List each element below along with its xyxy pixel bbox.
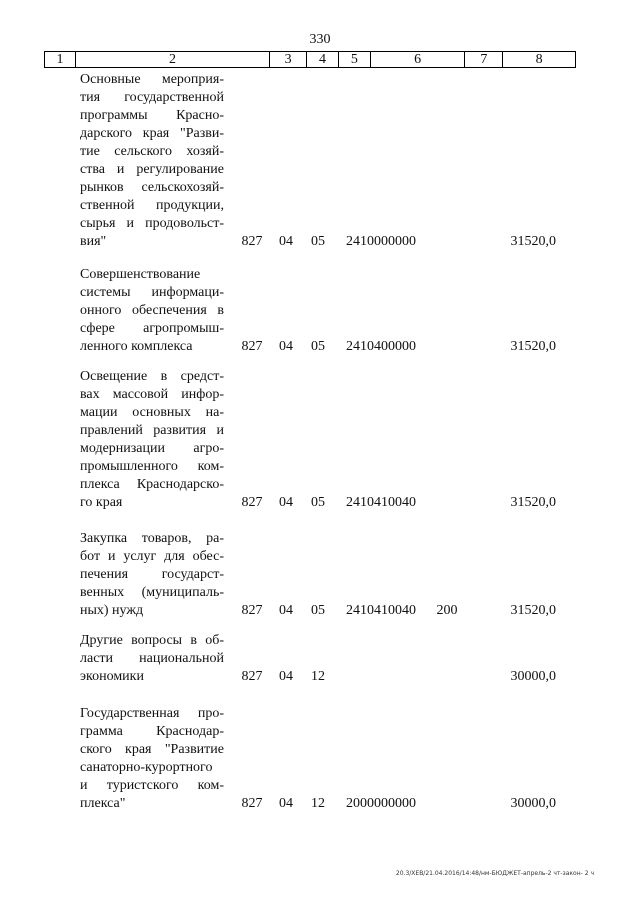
row-name-line: Основные мероприя- [80, 72, 224, 87]
cell-col-6: 2410410040 [346, 495, 416, 510]
row-name-line: правлений развития и [80, 423, 224, 438]
row-name-line: плекса Краснодарско- [80, 477, 224, 492]
row-name-line: венных (муниципаль- [80, 585, 224, 600]
row-name-line: Закупка товаров, ра- [80, 531, 224, 546]
cell-col-5: 12 [311, 669, 325, 684]
cell-col-4: 04 [279, 495, 293, 510]
row-name-line: грамма Краснодар- [80, 724, 224, 739]
footer-stamp: 20.3/ХЕВ/21.04.2016/14:48/нм-БЮДЖЕТ-апрель-2 чт-закон- 2 ч [395, 870, 594, 877]
row-name-line: Совершенствование [80, 267, 201, 282]
row-name-line: ных) нужд [80, 603, 144, 618]
cell-col-6: 2000000000 [346, 796, 416, 811]
header-col-3: 3 [270, 52, 307, 67]
cell-col-5: 05 [311, 603, 325, 618]
row-name-line: модернизации агро- [80, 441, 224, 456]
table-header [44, 51, 576, 68]
row-name-line: промышленного ком- [80, 459, 224, 474]
cell-col-3: 827 [241, 603, 263, 618]
row-name-line: Другие вопросы в об- [80, 633, 224, 648]
row-name-line: вия" [80, 234, 107, 249]
cell-col-4: 04 [279, 796, 293, 811]
cell-col-3: 827 [241, 339, 263, 354]
row-name-line: и туристского ком- [80, 778, 224, 793]
row-name-line: тие сельского хозяй- [80, 144, 224, 159]
cell-col-8: 31520,0 [510, 339, 556, 354]
row-name-line: сфере агропромыш- [80, 321, 224, 336]
header-col-8: 8 [535, 52, 543, 67]
row-name-line: го края [80, 495, 123, 510]
cell-col-5: 05 [311, 339, 325, 354]
row-name-line: ственной продукции, [80, 198, 224, 213]
row-name-line: ленного комплекса [80, 339, 193, 354]
cell-col-3: 827 [241, 495, 263, 510]
cell-col-6: 2410000000 [346, 234, 416, 249]
row-name-line: бот и услуг для обес- [80, 549, 224, 564]
row-name-line: системы информаци- [80, 285, 224, 300]
cell-col-3: 827 [241, 796, 263, 811]
row-name-line: ласти национальной [80, 651, 224, 666]
row-name-line: печения государст- [80, 567, 224, 582]
row-name-line: Освещение в средст- [80, 369, 224, 384]
cell-col-4: 04 [279, 669, 293, 684]
row-name-line: ства и регулирование [80, 162, 224, 177]
row-name-line: рынков сельскохозяй- [80, 180, 224, 195]
cell-col-6: 2410410040 [346, 603, 416, 618]
header-col-5: 5 [339, 52, 371, 67]
row-name-line: мации основных на- [80, 405, 224, 420]
cell-col-4: 04 [279, 234, 293, 249]
header-col-2: 2 [76, 52, 270, 67]
cell-col-4: 04 [279, 603, 293, 618]
row-name-line: Государственная про- [80, 706, 224, 721]
cell-col-3: 827 [241, 234, 263, 249]
cell-col-8: 31520,0 [510, 603, 556, 618]
row-name [80, 632, 224, 686]
cell-col-8: 30000,0 [510, 796, 556, 811]
header-col-6: 6 [371, 52, 466, 67]
cell-col-7: 200 [436, 603, 458, 618]
row-name-line: вах массовой инфор- [80, 387, 224, 402]
header-col-1: 1 [45, 52, 76, 67]
row-name-line: онного обеспечения в [80, 303, 224, 318]
cell-col-8: 30000,0 [510, 669, 556, 684]
cell-col-5: 05 [311, 234, 325, 249]
row-name [80, 368, 224, 512]
row-name [80, 530, 224, 620]
row-name-line: санаторно-курортного [80, 760, 213, 775]
row-name [80, 266, 224, 356]
cell-col-8: 31520,0 [510, 234, 556, 249]
row-name-line: плекса" [80, 796, 126, 811]
header-col-7: 7 [465, 52, 503, 67]
cell-col-8: 31520,0 [510, 495, 556, 510]
row-name [80, 705, 224, 813]
cell-col-6: 2410400000 [346, 339, 416, 354]
page-number: 330 [309, 32, 331, 47]
row-name-line: тия государственной [80, 90, 224, 105]
cell-col-5: 12 [311, 796, 325, 811]
row-name-line: экономики [80, 669, 144, 684]
row-name-line: сырья и продовольст- [80, 216, 224, 231]
cell-col-4: 04 [279, 339, 293, 354]
header-col-4: 4 [307, 52, 339, 67]
row-name-line: ского края "Развитие [80, 742, 224, 757]
cell-col-5: 05 [311, 495, 325, 510]
row-name-line: программы Красно- [80, 108, 224, 123]
row-name-line: дарского края "Разви- [80, 126, 224, 141]
row-name [80, 71, 224, 251]
cell-col-3: 827 [241, 669, 263, 684]
